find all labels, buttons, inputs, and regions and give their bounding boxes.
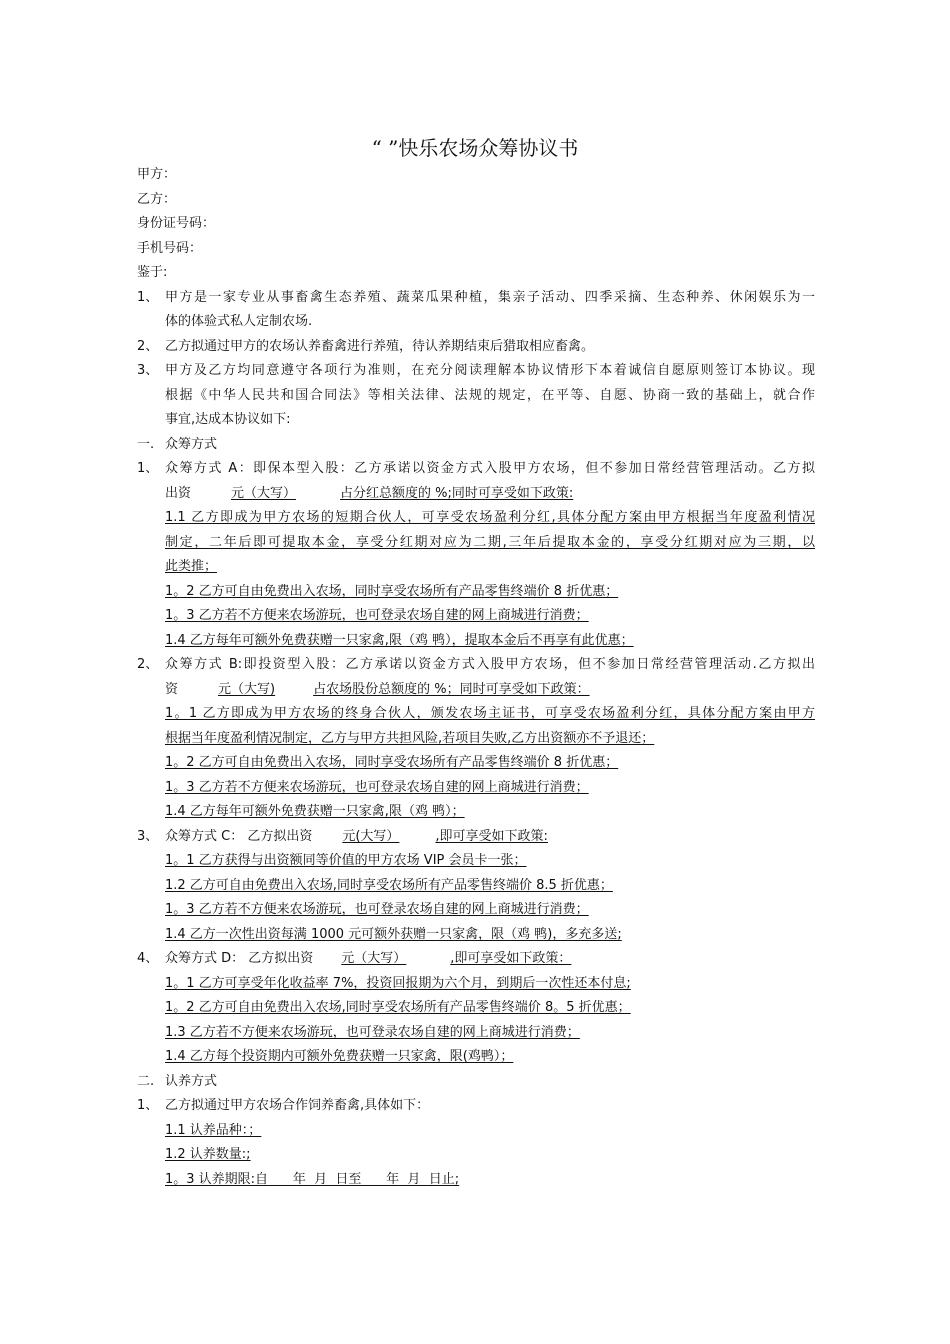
method-a-item: 1。3 乙方若不方便来农场游玩，也可登录农场自建的网上商城进行消费； [165,608,589,623]
method-a-item: 1.4 乙方每年可额外免费获赠一只家禽,限（鸡 鸭），提取本金后不再享有此优惠； [165,632,634,648]
method-a-item: 此类推； [165,559,218,574]
document-body [137,163,815,1192]
id-number-field: 身份证号码： [137,216,216,231]
method-b-item: 1。2 乙方可自由免费出入农场，同时享受农场所有产品零售终端价 8 折优惠； [165,755,619,770]
method-b-item: 1。3 乙方若不方便来农场游玩，也可登录农场自建的网上商城进行消费； [165,779,589,795]
recital-3-cont: 根据《中华人民共和国合同法》等相关法律、法规的规定，在平等、自愿、协商一致的基础上，就合作 [165,387,815,403]
method-c-item: 1。1 乙方获得与出资额同等价值的甲方农场 VIP 会员卡一张； [165,853,527,868]
adoption-item: 1。3 认养期限:自 年 月 日至 年 月 日止; [165,1171,460,1187]
whereas-label: 鉴于: [137,265,168,280]
section-heading-crowdfunding: 一. 众筹方式 [137,436,218,452]
method-d-item: 1。2 乙方可自由免费出入农场,同时享受农场所有产品零售终端价 8。5 折优惠； [165,1000,631,1015]
method-d: 4、 众筹方式 D： 乙方拟出资 元（大写） ,即可享受如下政策： [137,951,572,966]
method-a-amount: 出资 元（大写） 占分红总额度的 %;同时可享受如下政策: [165,485,574,501]
method-c-item: 1.4 乙方一次性出资每满 1000 元可额外获赠一只家禽，限（鸡 鸭)，多充多送; [165,926,622,942]
recital-1: 1、 甲方是一家专业从事畜禽生态养殖、蔬菜瓜果种植，集亲子活动、四季采摘、生态种养、休闲娱乐为一 [137,289,815,305]
section-heading-adoption: 二. 认养方式 [137,1073,218,1089]
method-d-item: 1.4 乙方每个投资期内可额外免费获赠一只家禽，限(鸡鸭）； [165,1049,514,1064]
method-b-amount: 资 元（大写) 占农场股份总额度的 %；同时可享受如下政策： [165,681,590,697]
adoption-item: 1.1 认养品种：； [165,1122,262,1138]
method-b-item: 1。1 乙方即成为甲方农场的终身合伙人，颁发农场主证书，可享受农场盈利分红，具体分配方案由甲方 [165,706,815,721]
method-a-item: 1.1 乙方即成为甲方农场的短期合伙人，可享受农场盈利分红,具体分配方案由甲方根据当年度盈利情况 [165,510,815,525]
method-d-item: 1。1 乙方可享受年化收益率 7%，投资回报期为六个月，到期后一次性还本付息; [165,975,631,991]
recital-1-cont: 体的体验式私人定制农场. [165,314,313,329]
recital-3: 3、 甲方及乙方均同意遵守各项行为准则，在充分阅读理解本协议情形下本着诚信自愿原则签订本协议。现 [137,363,815,378]
method-b-item: 根据当年度盈利情况制定，乙方与甲方共担风险,若项目失败,乙方出资额亦不予退还； [165,730,655,746]
recital-2: 2、 乙方拟通过甲方的农场认养畜禽进行养殖，待认养期结束后猎取相应畜禽。 [137,338,595,354]
party-a-field: 甲方： [137,167,177,182]
adoption-clause: 1、 乙方拟通过甲方农场合作饲养畜禽,具体如下： [137,1098,430,1113]
party-b-field: 乙方： [137,191,177,207]
method-d-item: 1.3 乙方若不方便来农场游玩，也可登录农场自建的网上商城进行消费； [165,1024,580,1040]
method-b: 2、 众筹方式 B:即投资型入股：乙方承诺以资金方式入股甲方农场，但不参加日常经营管理活动.乙方拟出 [137,657,815,672]
method-c-item: 1。3 乙方若不方便来农场游玩，也可登录农场自建的网上商城进行消费； [165,902,589,917]
method-c: 3、 众筹方式 C： 乙方拟出资 元(大写） ,即可享受如下政策: [137,828,548,844]
method-a: 1、 众筹方式 A：即保本型入股：乙方承诺以资金方式入股甲方农场，但不参加日常经营管理活动。乙方拟 [137,461,815,476]
method-a-item: 制定，二年后即可提取本金，享受分红期对应为二期,三年后提取本金的，享受分红期对应为三期，以 [165,534,815,550]
method-a-item: 1。2 乙方可自由免费出入农场，同时享受农场所有产品零售终端价 8 折优惠； [165,583,619,599]
phone-field: 手机号码： [137,240,203,256]
method-c-item: 1.2 乙方可自由免费出入农场,同时享受农场所有产品零售终端价 8.5 折优惠； [165,877,613,893]
recital-3-cont: 事宜,达成本协议如下: [165,412,291,427]
document-title: “ ”快乐农场众筹协议书 [371,136,579,160]
method-b-item: 1.4 乙方每年可额外免费获赠一只家禽,限（鸡 鸭）； [165,804,465,819]
adoption-item: 1.2 认养数量:; [165,1147,251,1162]
